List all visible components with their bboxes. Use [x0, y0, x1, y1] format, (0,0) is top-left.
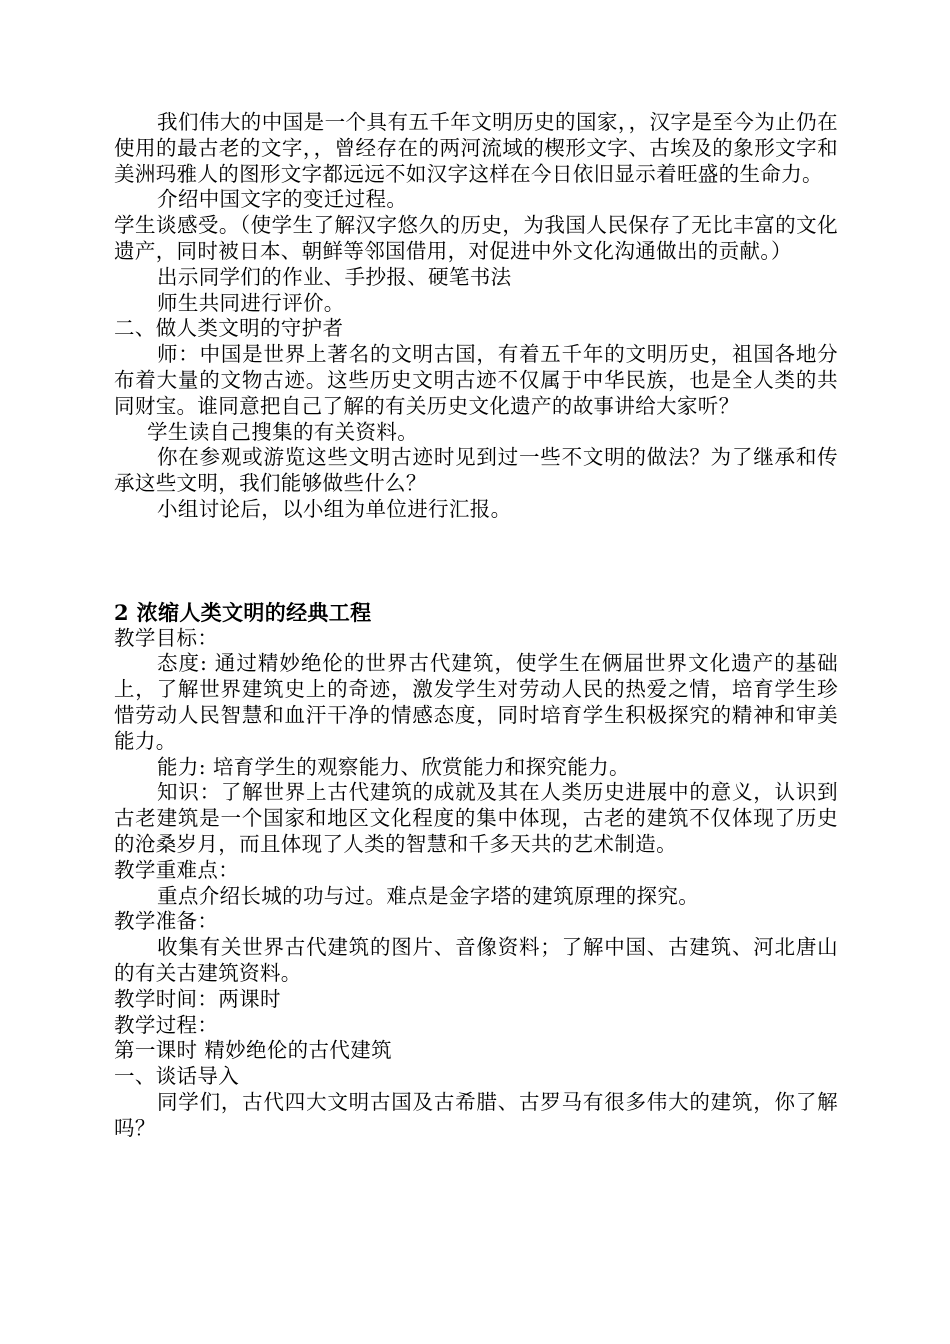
label: 教学重难点：: [114, 857, 240, 882]
blank-space: [114, 523, 838, 600]
section-heading: 二、做人类文明的守护者: [114, 316, 344, 341]
label: 教学过程：: [114, 1012, 219, 1037]
paragraph: 师生共同进行评价。: [157, 290, 345, 315]
lesson-title: 2 浓缩人类文明的经典工程: [114, 599, 372, 625]
paragraph: 师：中国是世界上著名的文明古国，有着五千年的文明历史，祖国各地分布着大量的文物古迹。这些历史文明古迹不仅属于中华民族，也是全人类的共同财宝。谁同意把自己了解的有关历史文化遗产的故事讲给大家听？: [114, 342, 838, 418]
label: 教学准备：: [114, 909, 219, 934]
paragraph: 知识：了解世界上古代建筑的成就及其在人类历史进展中的意义，认识到古老建筑是一个国家和地区文化程度的集中体现，古老的建筑不仅体现了历史的沧桑岁月，而且体现了人类的智慧和千多天共的艺术制造。: [114, 780, 838, 856]
paragraph: 能力: 培育学生的观察能力、欣赏能力和探究能力。: [157, 754, 630, 779]
paragraph: 出示同学们的作业、手抄报、硬笔书法: [157, 264, 512, 289]
paragraph: 同学们，古代四大文明古国及古希腊、古罗马有很多伟大的建筑，你了解吗？: [114, 1089, 838, 1140]
paragraph: 重点介绍长城的功与过。难点是金字塔的建筑原理的探究。: [157, 883, 700, 908]
paragraph: 介绍中国文字的变迁过程。: [157, 187, 408, 212]
paragraph: 小组讨论后，以小组为单位进行汇报。: [157, 496, 512, 521]
paragraph: 学生读自己搜集的有关资料。: [147, 419, 419, 444]
label: 教学时间：两课时: [114, 986, 281, 1011]
paragraph: 学生谈感受。（使学生了解汉字悠久的历史，为我国人民保存了无比丰富的文化遗产，同时被日本、朝鲜等邻国借用，对促进中外文化沟通做出的贡献。）: [114, 213, 838, 263]
document-page: [114, 110, 838, 1141]
paragraph: 你在参观或游览这些文明古迹时见到过一些不文明的做法？为了继承和传承这些文明，我们能够做些什么？: [114, 445, 838, 496]
paragraph: 收集有关世界古代建筑的图片、音像资料；了解中国、古建筑、河北唐山的有关古建筑资料。: [114, 935, 838, 985]
section-title: 第一课时 精妙绝伦的古代建筑: [114, 1038, 392, 1063]
section-heading: 一、谈话导入: [114, 1064, 240, 1089]
paragraph: 我们伟大的中国是一个具有五千年文明历史的国家，，汉字是至今为止仍在使用的最古老的文字，，曾经存在的两河流域的楔形文字、古埃及的象形文字和美洲玛雅人的图形文字都远远不如汉字这样在今日依旧显示着旺盛的生命力。: [114, 110, 838, 186]
label: 教学目标：: [114, 625, 219, 650]
paragraph: 态度: 通过精妙绝伦的世界古代建筑，使学生在俩届世界文化遗产的基础上，了解世界建筑史上的奇迹，激发学生对劳动人民的热爱之情，培育学生珍惜劳动人民智慧和血汗干净的情感态度，同时培育学生积极探究的精神和审美能力。: [114, 651, 838, 753]
